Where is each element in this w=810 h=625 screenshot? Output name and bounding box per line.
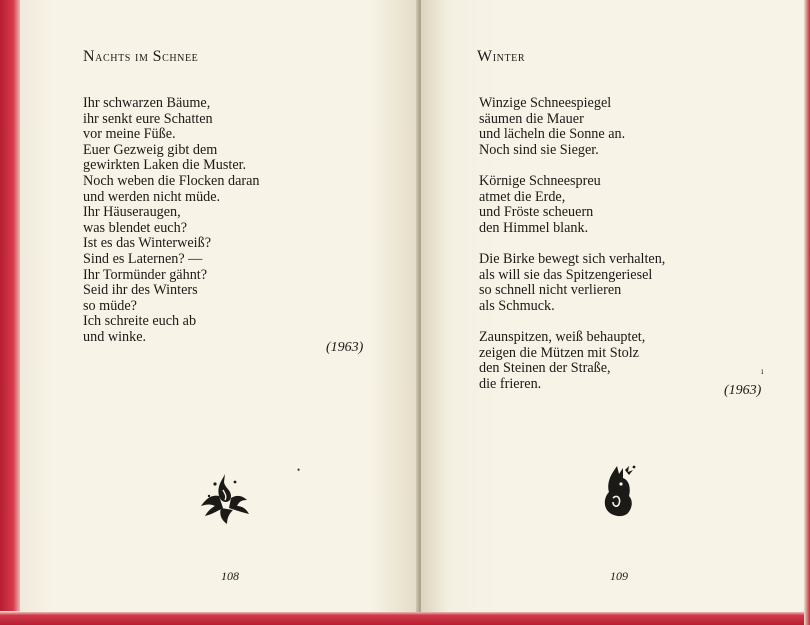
poem-line: Noch weben die Flocken daran: [83, 172, 260, 189]
poem-text: [479, 96, 665, 392]
poem-line: säumen die Mauer: [479, 110, 584, 127]
poem-line: und Fröste scheuern: [479, 204, 594, 221]
poem-stanza: [479, 174, 665, 236]
book-cover-bottom-edge: [0, 611, 810, 625]
poem-line: Ich schreite euch ab: [83, 313, 197, 330]
poem-line: Zaunspitzen, weiß behauptet,: [479, 328, 646, 345]
poem-line: Ist es das Winterweiß?: [83, 235, 211, 252]
poem-line: Körnige Schneespreu: [479, 172, 601, 189]
page-number: 108: [221, 569, 239, 583]
poem-line: Ihr schwarzen Bäume,: [83, 95, 211, 111]
poem-line: und werden nicht müde.: [83, 188, 221, 205]
poem-line: so schnell nicht verlieren: [479, 282, 622, 299]
poem-line: den Steinen der Straße,: [479, 360, 611, 377]
poem-line: und winke.: [83, 328, 147, 345]
poem-line: Euer Gezweig gibt dem: [83, 141, 218, 158]
poem-line: Noch sind sie Sieger.: [479, 141, 599, 158]
poem-line: gewirkten Laken die Muster.: [83, 157, 247, 174]
poem-line: zeigen die Mützen mit Stolz: [479, 344, 639, 361]
poem-line: als will sie das Spitzengeriesel: [479, 266, 653, 283]
poem-line: Seid ihr des Winters: [83, 282, 198, 299]
book-cover-edge: [0, 0, 22, 625]
poem-stanza: [479, 252, 665, 314]
poem-title: Winter: [477, 48, 526, 65]
book-cover-right-edge: [804, 0, 810, 625]
poem-line: den Himmel blank.: [479, 219, 589, 236]
poem-text: [83, 96, 260, 346]
poem-line: und lächeln die Sonne an.: [479, 126, 626, 143]
poem-line: was blendet euch?: [83, 219, 187, 236]
page-number: 109: [610, 569, 628, 583]
ink-speck: •: [297, 465, 301, 475]
bird-ornament-icon: [599, 464, 639, 520]
poem-line: Winzige Schneespiegel: [479, 95, 612, 111]
poem-stanza: [479, 96, 665, 158]
poem-line: als Schmuck.: [479, 297, 555, 314]
left-page: [20, 0, 418, 612]
poem-stanza: [479, 330, 665, 392]
poem-year: (1963): [326, 340, 364, 355]
poem-year: (1963): [724, 383, 762, 398]
poem-line: die frieren.: [479, 375, 542, 392]
ink-speck: ı: [761, 366, 764, 376]
poem-line: Ihr Tormünder gähnt?: [83, 266, 208, 283]
poem-title: Nachts im Schnee: [83, 48, 199, 65]
poem-line: ihr senkt eure Schatten: [83, 110, 213, 127]
poem-line: atmet die Erde,: [479, 188, 566, 205]
floral-initial-ornament-icon: [197, 470, 253, 526]
poem-line: so müde?: [83, 297, 137, 314]
poem-line: Sind es Laternen? —: [83, 250, 203, 267]
poem-line: vor meine Füße.: [83, 126, 176, 143]
right-page: [421, 0, 804, 612]
poem-line: Die Birke bewegt sich verhalten,: [479, 250, 666, 267]
poem-line: Ihr Häuseraugen,: [83, 204, 181, 221]
